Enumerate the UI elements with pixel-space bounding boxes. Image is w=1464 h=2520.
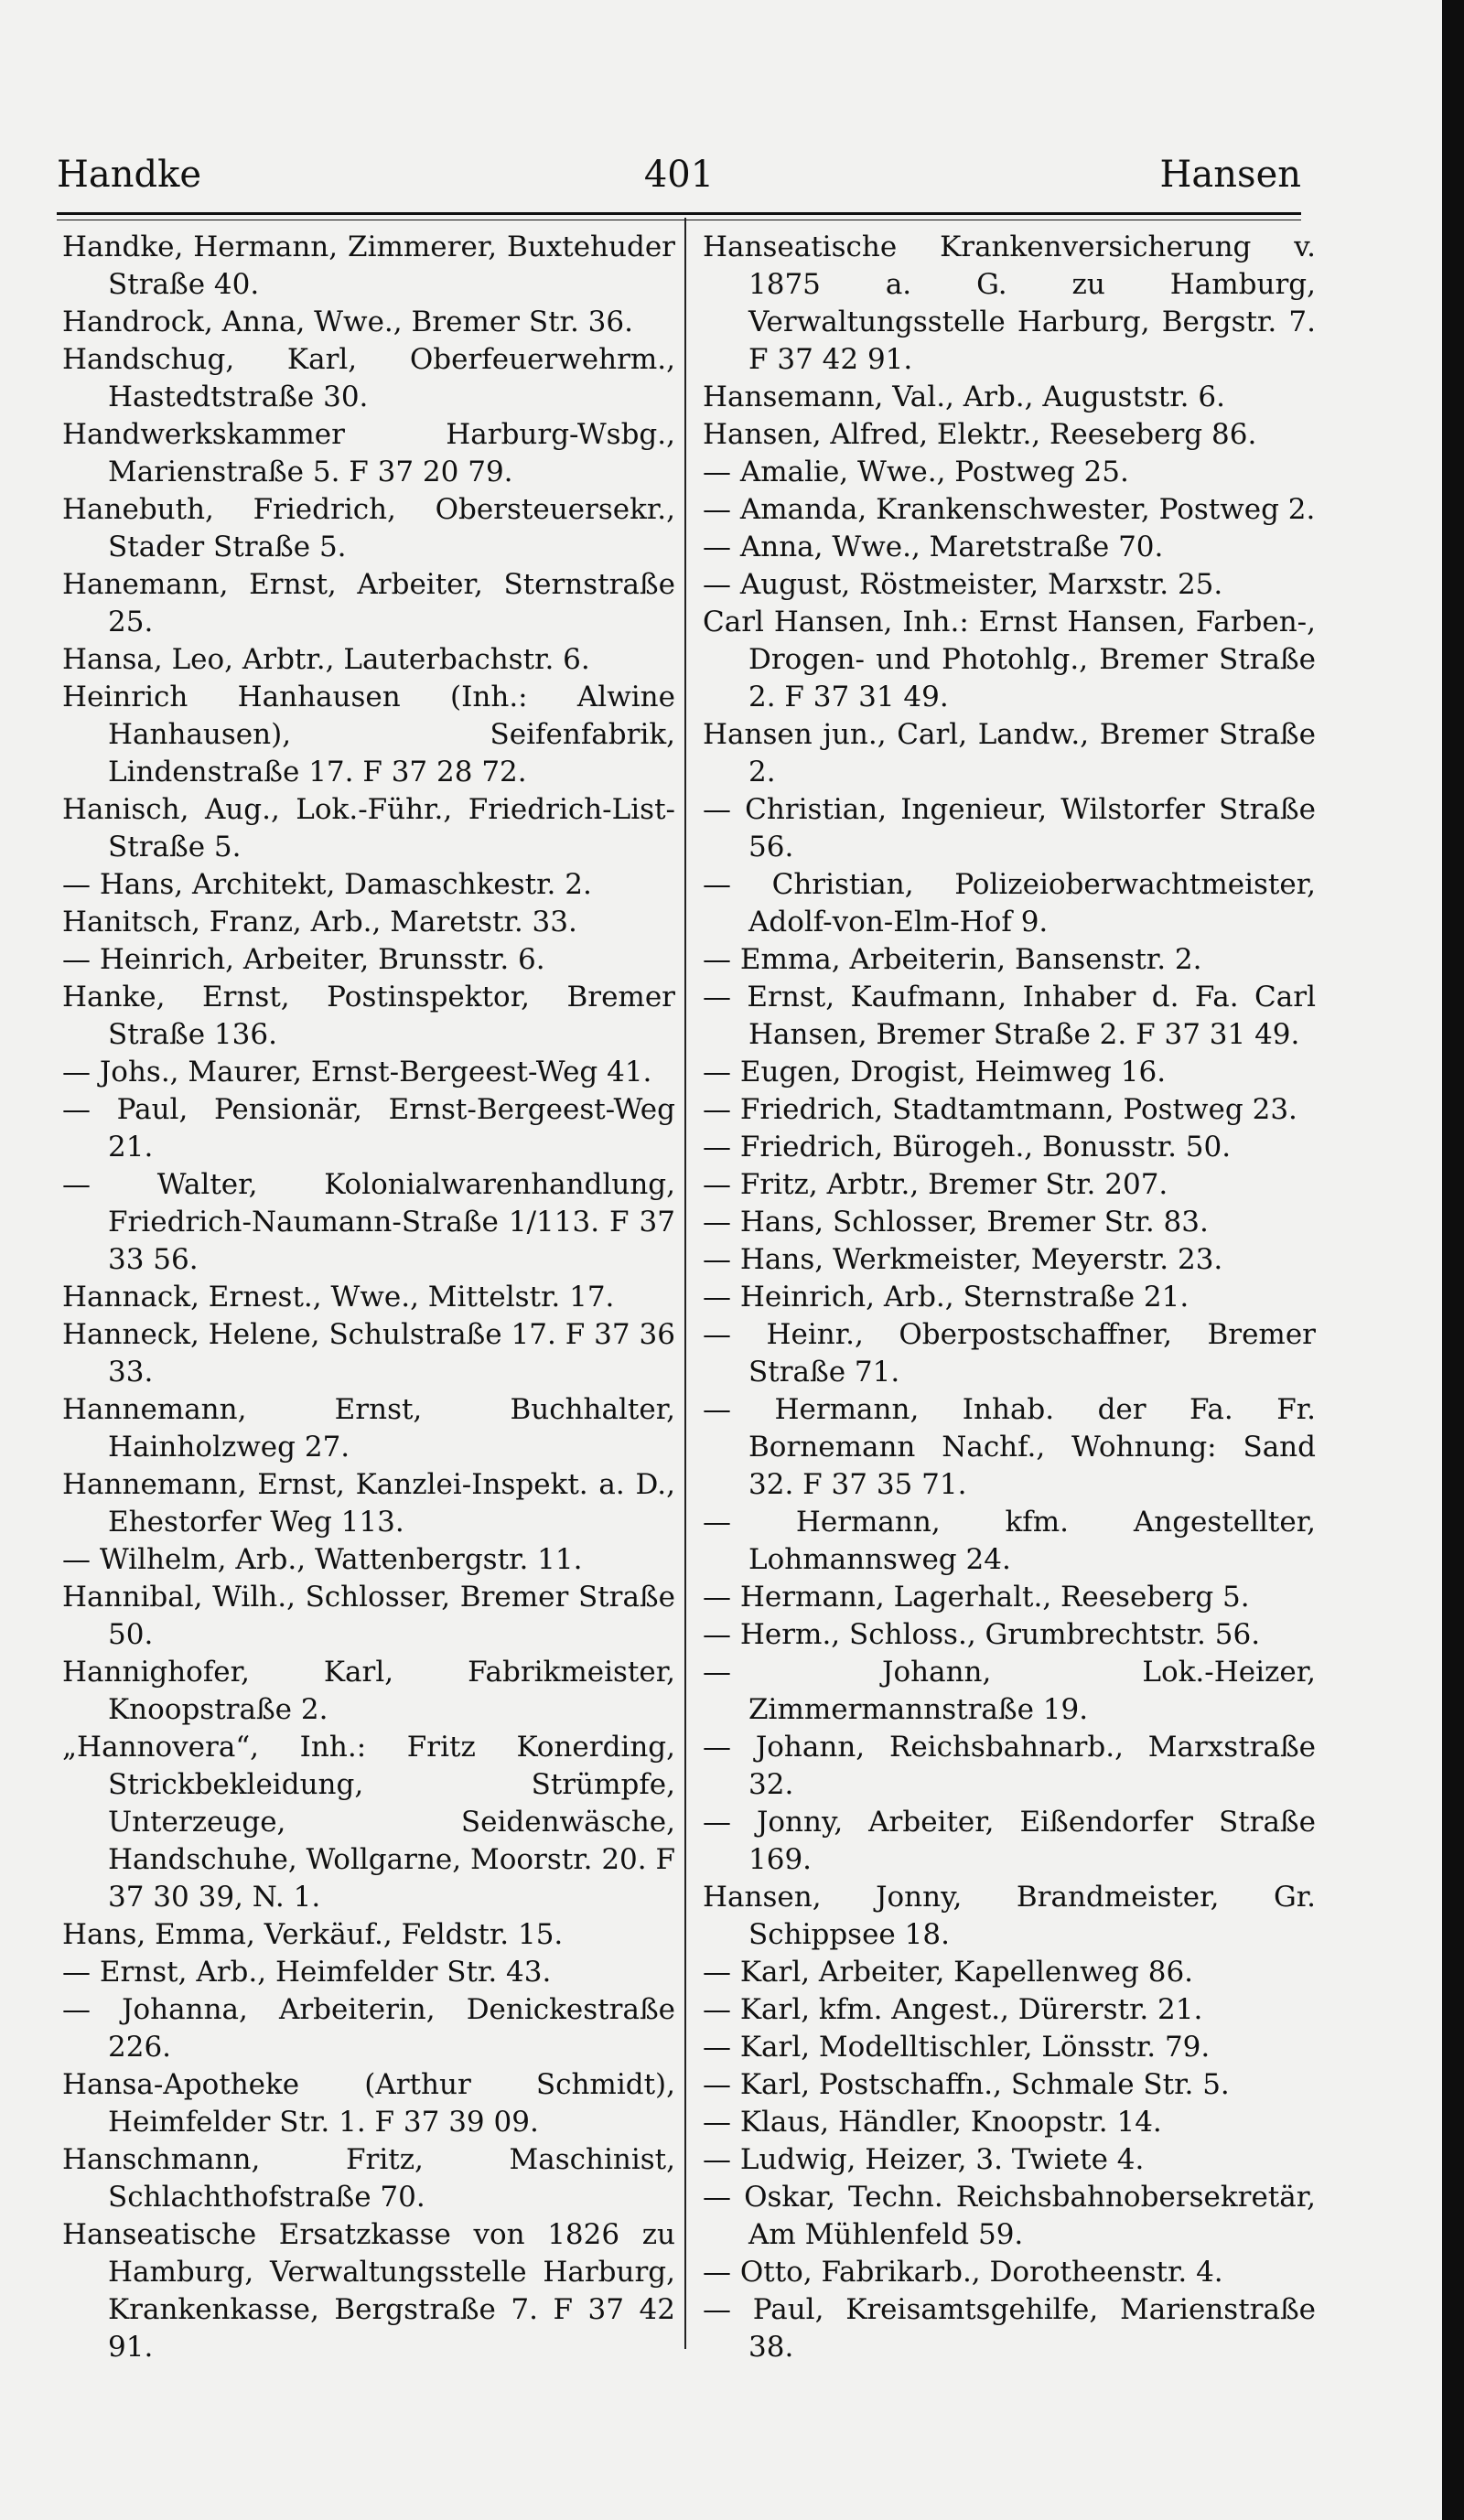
directory-entry: Hannack, Ernest., Wwe., Mittelstr. 17.	[62, 1281, 615, 1314]
directory-entry: — Karl, Arbeiter, Kapellenweg 86.	[703, 1956, 1194, 1989]
directory-entry: Hans, Emma, Verkäuf., Feldstr. 15.	[62, 1918, 564, 1951]
directory-entry: — Emma, Arbeiterin, Bansenstr. 2.	[703, 943, 1202, 976]
directory-entry: — Heinrich, Arbeiter, Brunsstr. 6.	[62, 943, 545, 976]
directory-entry: Hansa, Leo, Arbtr., Lauterbachstr. 6.	[62, 643, 590, 676]
directory-entry: — Karl, kfm. Angest., Dürerstr. 21.	[703, 1993, 1203, 2026]
directory-entry: Hannemann, Ernst, Buchhalter, Hainholzweg 27.	[62, 1393, 675, 1464]
directory-entry: — Heinr., Oberpostschaffner, Bremer Straße 71.	[703, 1318, 1316, 1389]
directory-entry: Hannighofer, Karl, Fabrikmeister, Knoopstraße 2.	[62, 1656, 675, 1726]
directory-entry: Hanneck, Helene, Schulstraße 17. F 37 36 33.	[62, 1318, 675, 1389]
directory-entry: Hanitsch, Franz, Arb., Maretstr. 33.	[62, 906, 577, 938]
directory-entry: — Paul, Pensionär, Ernst-Bergeest-Weg 21.	[62, 1093, 675, 1163]
directory-entry: — Karl, Postschaffn., Schmale Str. 5.	[703, 2068, 1230, 2101]
directory-entry: — Hans, Werkmeister, Meyerstr. 23.	[703, 1243, 1223, 1276]
directory-entry: Hansen, Jonny, Brandmeister, Gr. Schippsee 18.	[703, 1881, 1316, 1951]
directory-entry: — Hermann, Lagerhalt., Reeseberg 5.	[703, 1581, 1250, 1614]
directory-entry: Hanschmann, Fritz, Maschinist, Schlachthofstraße 70.	[62, 2143, 675, 2214]
directory-entry: — Ernst, Arb., Heimfelder Str. 43.	[62, 1956, 552, 1989]
directory-entry: — Walter, Kolonialwarenhandlung, Friedrich-Naumann-Straße 1/113. F 37 33 56.	[62, 1168, 675, 1276]
directory-entry: — Christian, Ingenieur, Wilstorfer Straße 56.	[703, 793, 1316, 863]
directory-entry: Hansa-Apotheke (Arthur Schmidt), Heimfelder Str. 1. F 37 39 09.	[62, 2068, 675, 2139]
directory-entry: — Heinrich, Arb., Sternstraße 21.	[703, 1281, 1190, 1314]
directory-entry: Hanseatische Ersatzkasse von 1826 zu Hamburg, Verwaltungsstelle Harburg, Krankenkasse, Bergstraße 7. F 37 42 91.	[62, 2218, 675, 2364]
directory-entry: Carl Hansen, Inh.: Ernst Hansen, Farben-, Drogen- und Photohlg., Bremer Straße 2. F 37 31 49.	[703, 606, 1316, 713]
directory-entry: — Ludwig, Heizer, 3. Twiete 4.	[703, 2143, 1145, 2176]
directory-entry: — Christian, Polizeioberwachtmeister, Adolf-von-Elm-Hof 9.	[703, 868, 1316, 938]
directory-entry: Hanemann, Ernst, Arbeiter, Sternstraße 25.	[62, 568, 675, 638]
column-separator	[684, 218, 686, 2349]
directory-entry: — Ernst, Kaufmann, Inhaber d. Fa. Carl Hansen, Bremer Straße 2. F 37 31 49.	[703, 981, 1316, 1051]
directory-entry: — Hans, Architekt, Damaschkestr. 2.	[62, 868, 592, 901]
directory-entry: — Hermann, kfm. Angestellter, Lohmannsweg 24.	[703, 1506, 1316, 1576]
directory-entry: Hannemann, Ernst, Kanzlei-Inspekt. a. D., Ehestorfer Weg 113.	[62, 1468, 675, 1539]
directory-entry: Hanisch, Aug., Lok.-Führ., Friedrich-List-Straße 5.	[62, 793, 675, 863]
directory-entry: — Klaus, Händler, Knoopstr. 14.	[703, 2106, 1162, 2139]
directory-entry: — Amanda, Krankenschwester, Postweg 2.	[703, 493, 1316, 526]
directory-entry: — Jonny, Arbeiter, Eißendorfer Straße 169.	[703, 1806, 1316, 1876]
directory-entry: „Hannovera“, Inh.: Fritz Konerding, Strickbekleidung, Strümpfe, Unterzeuge, Seidenwäsche, Handschuhe, Wollgarne, Moorstr. 20. F 37 30 39, N. 1.	[62, 1731, 675, 1914]
directory-entry: Handschug, Karl, Oberfeuerwehrm., Hastedtstraße 30.	[62, 343, 675, 413]
directory-entry: Hansen, Alfred, Elektr., Reeseberg 86.	[703, 418, 1257, 451]
page-header	[57, 154, 1301, 209]
directory-entry: Hanseatische Krankenversicherung v. 1875 a. G. zu Hamburg, Verwaltungsstelle Harburg, Bergstr. 7. F 37 42 91.	[703, 231, 1316, 376]
directory-entry: Heinrich Hanhausen (Inh.: Alwine Hanhausen), Seifenfabrik, Lindenstraße 17. F 37 28 72.	[62, 681, 675, 788]
directory-entry: — Fritz, Arbtr., Bremer Str. 207.	[703, 1168, 1168, 1201]
directory-entry: — Hans, Schlosser, Bremer Str. 83.	[703, 1206, 1209, 1239]
directory-entry: — Johanna, Arbeiterin, Denickestraße 226.	[62, 1993, 675, 2064]
directory-entry: — Wilhelm, Arb., Wattenbergstr. 11.	[62, 1543, 583, 1576]
header-rule	[57, 212, 1301, 215]
directory-entry: Handrock, Anna, Wwe., Bremer Str. 36.	[62, 306, 633, 338]
directory-entry: — Friedrich, Bürogeh., Bonusstr. 50.	[703, 1131, 1232, 1163]
directory-entry: Hansemann, Val., Arb., Auguststr. 6.	[703, 381, 1225, 413]
directory-entry: — Amalie, Wwe., Postweg 25.	[703, 456, 1129, 488]
directory-entry: — Oskar, Techn. Reichsbahnobersekretär, Am Mühlenfeld 59.	[703, 2181, 1316, 2251]
header-left-keyword: Handke	[57, 154, 202, 196]
page-number: 401	[643, 154, 715, 196]
directory-entry: Handke, Hermann, Zimmerer, Buxtehuder Straße 40.	[62, 231, 675, 301]
directory-entry: — Eugen, Drogist, Heimweg 16.	[703, 1056, 1167, 1088]
directory-entry: — Johann, Reichsbahnarb., Marxstraße 32.	[703, 1731, 1316, 1801]
directory-entry: — Johann, Lok.-Heizer, Zimmermannstraße 19.	[703, 1656, 1316, 1726]
header-right-keyword: Hansen	[1159, 154, 1301, 196]
directory-entry: Hanebuth, Friedrich, Obersteuersekr., Stader Straße 5.	[62, 493, 675, 563]
directory-entry: Hannibal, Wilh., Schlosser, Bremer Straße 50.	[62, 1581, 675, 1651]
directory-entry: — Friedrich, Stadtamtmann, Postweg 23.	[703, 1093, 1297, 1126]
page-edge-shadow	[1442, 0, 1464, 2520]
directory-entry: — Anna, Wwe., Maretstraße 70.	[703, 531, 1164, 563]
directory-entry: — Paul, Kreisamtsgehilfe, Marienstraße 38.	[703, 2293, 1316, 2364]
directory-entry: Hansen jun., Carl, Landw., Bremer Straße 2.	[703, 718, 1316, 788]
directory-entry: — Johs., Maurer, Ernst-Bergeest-Weg 41.	[62, 1056, 652, 1088]
directory-entry: — Karl, Modelltischler, Lönsstr. 79.	[703, 2031, 1211, 2064]
left-column	[62, 229, 675, 2366]
directory-entry: — August, Röstmeister, Marxstr. 25.	[703, 568, 1223, 601]
directory-entry: Handwerkskammer Harburg-Wsbg., Marienstraße 5. F 37 20 79.	[62, 418, 675, 488]
directory-entry: — Hermann, Inhab. der Fa. Fr. Bornemann Nachf., Wohnung: Sand 32. F 37 35 71.	[703, 1393, 1316, 1501]
directory-entry: — Herm., Schloss., Grumbrechtstr. 56.	[703, 1618, 1261, 1651]
directory-entry: Hanke, Ernst, Postinspektor, Bremer Straße 136.	[62, 981, 675, 1051]
right-column	[703, 229, 1316, 2366]
directory-entry: — Otto, Fabrikarb., Dorotheenstr. 4.	[703, 2256, 1223, 2289]
